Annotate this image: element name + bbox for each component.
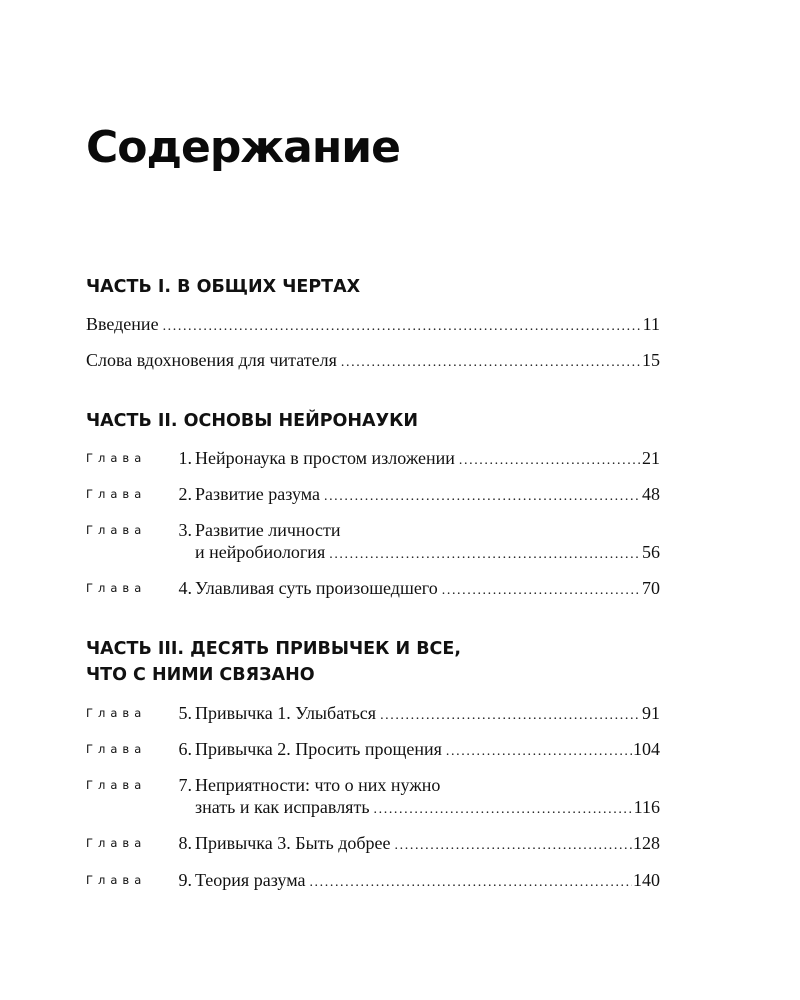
chapter-word: Глава [86,581,147,595]
entry-title: Привычка 1. Улыбаться [195,703,377,723]
dot-leader [459,449,641,473]
chapter-word: Глава [86,836,147,850]
chapter-number: 4. [178,578,192,598]
toc-entry-chapter-1[interactable] [86,446,660,470]
entry-title-line-1: Неприятности: что о них нужно [195,775,441,795]
entry-title: Привычка 2. Просить прощения [195,739,442,759]
entry-title-line-2: и нейробиология [195,542,326,562]
dot-leader [446,740,632,764]
dot-leader [163,315,642,339]
chapter-number: 1. [178,448,192,468]
toc-entry-chapter-3[interactable] [86,518,660,564]
chapter-word: Глава [86,706,147,720]
page-number: 70 [642,578,660,598]
dot-leader [329,543,641,567]
chapter-word: Глава [86,523,147,537]
toc-entry-line [86,348,660,372]
chapter-word: Глава [86,873,147,887]
part-2-heading: ЧАСТЬ II. ОСНОВЫ НЕЙРОНАУКИ [86,411,419,431]
dot-leader [380,704,641,728]
toc-entry-line [86,312,660,336]
page-number: 104 [633,739,660,759]
toc-entry-chapter-6[interactable] [86,737,660,761]
page-title: Содержание [86,122,400,173]
toc-entry-introduction[interactable] [86,312,660,336]
toc-entry-chapter-8[interactable] [86,831,660,855]
entry-title: Привычка 3. Быть добрее [195,833,391,853]
dot-leader [374,798,633,822]
toc-entry-chapter-4[interactable] [86,576,660,600]
page-number: 15 [642,350,660,370]
entry-title: Развитие разума [195,484,320,504]
entry-title: Теория разума [195,870,306,890]
chapter-word: Глава [86,451,147,465]
chapter-number: 9. [178,870,192,890]
entry-title: Улавливая суть произошедшего [195,578,438,598]
chapter-number: 2. [178,484,192,504]
chapter-number: 6. [178,739,192,759]
toc-entry-line [195,868,660,892]
entry-title-line-1: Развитие личности [195,520,341,540]
toc-entry-inspiration[interactable] [86,348,660,372]
toc-entry-chapter-9[interactable] [86,868,660,892]
toc-entry-line [195,446,660,470]
page-number: 140 [633,870,660,890]
dot-leader [442,579,641,603]
chapter-number: 8. [178,833,192,853]
dot-leader [309,871,632,895]
toc-entry-line [195,737,660,761]
chapter-number: 3. [178,520,192,540]
part-1-heading: ЧАСТЬ I. В ОБЩИХ ЧЕРТАХ [86,277,361,297]
page-number: 91 [642,703,660,723]
chapter-number: 5. [178,703,192,723]
toc-entry-line [195,831,660,855]
entry-title: Введение [86,314,159,334]
toc-entry-line [195,482,660,506]
entry-title: Нейронаука в простом изложении [195,448,455,468]
chapter-word: Глава [86,742,147,756]
chapter-word: Глава [86,778,147,792]
entry-title-line-2: знать и как исправлять [195,797,370,817]
toc-entry-line [195,540,660,564]
page-number: 128 [633,833,660,853]
chapter-word: Глава [86,487,147,501]
page-number: 48 [642,484,660,504]
dot-leader [324,485,641,509]
chapter-number: 7. [178,775,192,795]
part-3-heading-line-2: ЧТО С НИМИ СВЯЗАНО [86,665,315,685]
part-3-heading-line-1: ЧАСТЬ III. ДЕСЯТЬ ПРИВЫЧЕК И ВСЕ, [86,639,462,659]
toc-entry-chapter-2[interactable] [86,482,660,506]
page-number: 56 [642,542,660,562]
dot-leader [395,834,632,858]
page-number: 11 [642,314,660,334]
toc-entry-chapter-5[interactable] [86,701,660,725]
toc-entry-chapter-7[interactable] [86,773,660,819]
page-number: 21 [642,448,660,468]
entry-title: Слова вдохновения для читателя [86,350,337,370]
page-number: 116 [633,797,660,817]
toc-entry-line [195,795,660,819]
toc-entry-line [195,576,660,600]
toc-entry-line [195,701,660,725]
dot-leader [341,351,641,375]
